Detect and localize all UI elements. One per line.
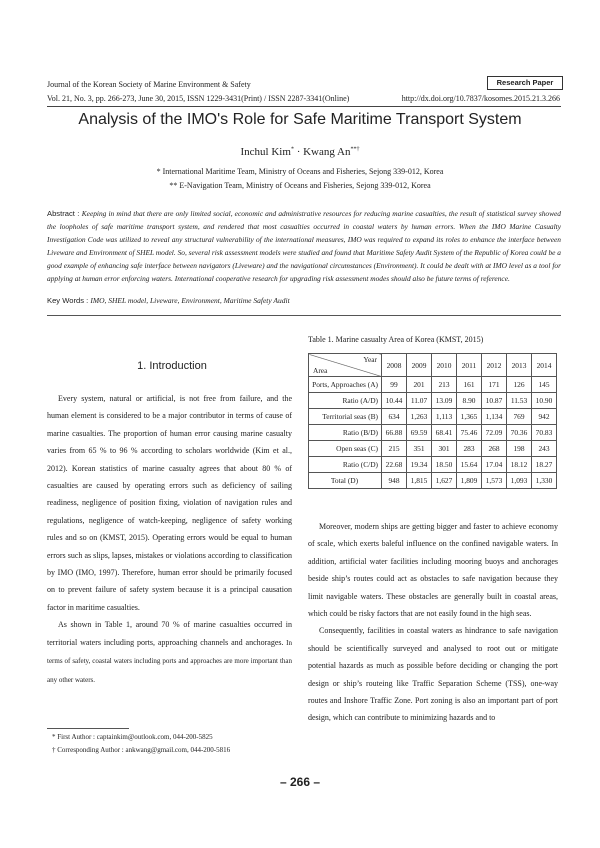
table-cell: 634 [382,409,407,425]
table-cell: 126 [507,377,532,393]
table-cell: 1,809 [457,473,482,489]
left-column [47,390,292,689]
table-cell: 70.36 [507,425,532,441]
year-header: 2012 [482,354,507,377]
year-header: 2010 [432,354,457,377]
page-number: – 266 – [279,775,321,789]
corner-area-label: Area [313,366,328,375]
table-row [309,473,557,489]
table-cell: 351 [407,441,432,457]
abstract-label: Abstract : [47,209,82,218]
keywords-label: Key Words : [47,296,91,305]
table-cell: 942 [532,409,557,425]
row-label: Territorial seas (B) [309,409,382,425]
table-row [309,377,557,393]
footnote-corresponding-author: † Corresponding Author : ankwang@gmail.com, 044-200-5816 [52,746,231,754]
table-cell: 18.50 [432,457,457,473]
row-label: Ratio (B/D) [309,425,382,441]
table-cell: 18.27 [532,457,557,473]
article-type-badge: Research Paper [487,76,563,90]
table-cell: 1,134 [482,409,507,425]
table-cell: 769 [507,409,532,425]
table-cell: 198 [507,441,532,457]
table-cell: 8.90 [457,393,482,409]
footnote-first-author: * First Author : captainkim@outlook.com, 044-200-5825 [52,733,213,741]
table-cell: 72.09 [482,425,507,441]
table-cell: 171 [482,377,507,393]
affiliation-2: ** E-Navigation Team, Ministry of Oceans and Fisheries, Sejong 339-012, Korea [169,181,431,190]
table-cell: 10.44 [382,393,407,409]
doi-link[interactable]: http://dx.doi.org/10.7837/kosomes.2015.21.3.266 [401,94,560,103]
table-cell: 1,815 [407,473,432,489]
table-cell: 13.09 [432,393,457,409]
table-cell: 10.90 [532,393,557,409]
paper-title: Analysis of the IMO's Role for Safe Maritime Transport System [78,111,522,128]
intro-paragraph-2-small: In terms of safety, coastal waters including ports and approaches are more important than any other waters. [47,638,292,684]
casualty-table [308,353,557,489]
affiliation-1: * International Maritime Team, Ministry of Oceans and Fisheries, Sejong 339-012, Korea [156,167,444,176]
table-row [309,409,557,425]
table-cell: 301 [432,441,457,457]
footnote-rule [47,728,129,729]
table-cell: 10.87 [482,393,507,409]
author-line [0,146,600,158]
author-1: Inchul Kim [240,146,291,158]
table-cell: 215 [382,441,407,457]
row-label: Total (D) [309,473,382,489]
table-cell: 68.41 [432,425,457,441]
intro-paragraph-2 [47,616,292,689]
keywords-text: IMO, SHEL model, Liveware, Environment, Maritime Safety Audit [90,296,290,305]
year-header: 2014 [532,354,557,377]
row-label: Ratio (A/D) [309,393,382,409]
year-header: 2008 [382,354,407,377]
table-cell: 145 [532,377,557,393]
abstract-rule [47,315,561,316]
table-cell: 22.68 [382,457,407,473]
journal-name: Journal of the Korean Society of Marine Environment & Safety [47,80,251,89]
table-cell: 11.07 [407,393,432,409]
table-cell: 69.59 [407,425,432,441]
table-cell: 268 [482,441,507,457]
intro-paragraph-1: Every system, natural or artificial, is not free from failure, and the human element is considered to be a major contributor in terms of cause of marine casualties. The proportion of human error causing marine casualty varies from 65 % to 96 % according to scholars worldwide (Kim et al., 2012). Korean statistics of marine casualty agrees that about 80 % of casualties are caused by operating errors such as deficiency of sailing readiness, negligence of position fixing, violation of navigation rules and regulations, negligence of watch-keeping, negligence of safety working rules and so on (KMST, 2015). Operating errors would be equal to human errors such as slips, lapses, mistakes or violations according to classification by IMO (IMO, 1997). Therefore, human error should be primarily focused on to prevent failure of safety system because it is a principal causation factor in maritime casualties. [47,394,292,612]
abstract-text: Keeping in mind that there are only limited social, economic and administrative resources for reducing marine casualties, the result of statistical survey showed the loopholes of safe maritime transport system, and rendered that most casualties occurred in coastal waters by human errors. When the IMO Marine Casualty Investigation Code was utilized to reveal any structural vulnerability of the international measures, IMO was required to expand its roles to enhance the interface between Liveware and Environment of SHEL model. So, several risk assessment models were studied and found that Maritime Safety Audit System of the Republic of Korea could be a good example of enhancing safe interface between navigators (Liveware) and the navigational circumstances (Environment). It could be dealt with at IMO level as a tool for applying at human error enforcing waters. International cooperative research for upgrading risk assessment modes should also be future terms of reference. [47,209,562,284]
table-caption: Table 1. Marine casualty Area of Korea (KMST, 2015) [308,335,484,344]
year-header: 2013 [507,354,532,377]
author-1-mark: * [290,146,294,153]
table-header-row [309,354,557,377]
header-rule [47,106,561,107]
volume-line: Vol. 21, No. 3, pp. 266-273, June 30, 2015, ISSN 1229-3431(Print) / ISSN 2287-3341(Online) [47,94,350,103]
table-cell: 66.88 [382,425,407,441]
table-cell: 948 [382,473,407,489]
right-paragraph-2: Consequently, facilities in coastal waters as hindrance to safe navigation should be scientifically surveyed and analysed to root out or mitigate potential hazards as much as possible before deciding or changing the port design or ship’s routeing like Traffic Separation Scheme (TSS), one-way routes and Inshore Traffic Zone. Port zoning is also an important part of port design, which can contribute to minimizing hazards and to [308,626,558,723]
table-cell: 201 [407,377,432,393]
table-cell: 99 [382,377,407,393]
table-row [309,441,557,457]
table-cell: 11.53 [507,393,532,409]
row-label: Ratio (C/D) [309,457,382,473]
table-cell: 1,573 [482,473,507,489]
table-corner-cell [309,354,382,377]
table-cell: 19.34 [407,457,432,473]
table-cell: 1,093 [507,473,532,489]
table-cell: 1,365 [457,409,482,425]
table-row [309,457,557,473]
keywords [47,296,290,305]
table-row [309,425,557,441]
author-2-mark: **† [350,146,360,153]
right-paragraph-1: Moreover, modern ships are getting bigger and faster to achieve economy of scale, which exerts baleful influence on the confined navigable waters. In addition, artificial water facilities including mooring buoys and anchorages beside ship’s routes could act as obstacles to safe navigation because they limit navigable waters. These obstacles are generally built in coastal areas, which could be risky factors that are not easily found in the high seas. [308,522,558,619]
table-cell: 243 [532,441,557,457]
table-cell: 70.83 [532,425,557,441]
row-label: Open seas (C) [309,441,382,457]
section-heading: 1. Introduction [137,360,207,372]
intro-paragraph-2-text: As shown in Table 1, around 70 % of marine casualties occurred in territorial waters including ports, approaching channels and anchorages. [47,620,292,647]
table-cell: 213 [432,377,457,393]
table-cell: 1,113 [432,409,457,425]
table-cell: 17.04 [482,457,507,473]
corner-year-label: Year [363,355,377,364]
table-row [309,393,557,409]
table-cell: 1,263 [407,409,432,425]
year-header: 2009 [407,354,432,377]
table-cell: 18.12 [507,457,532,473]
table-cell: 75.46 [457,425,482,441]
row-label: Ports, Approaches (A) [309,377,382,393]
table-cell: 161 [457,377,482,393]
right-column [308,518,558,727]
table-cell: 1,330 [532,473,557,489]
table-cell: 283 [457,441,482,457]
table-cell: 1,627 [432,473,457,489]
author-2: Kwang An [303,146,351,158]
year-header: 2011 [457,354,482,377]
author-separator: · [293,146,304,158]
abstract [47,207,561,286]
table-cell: 15.64 [457,457,482,473]
